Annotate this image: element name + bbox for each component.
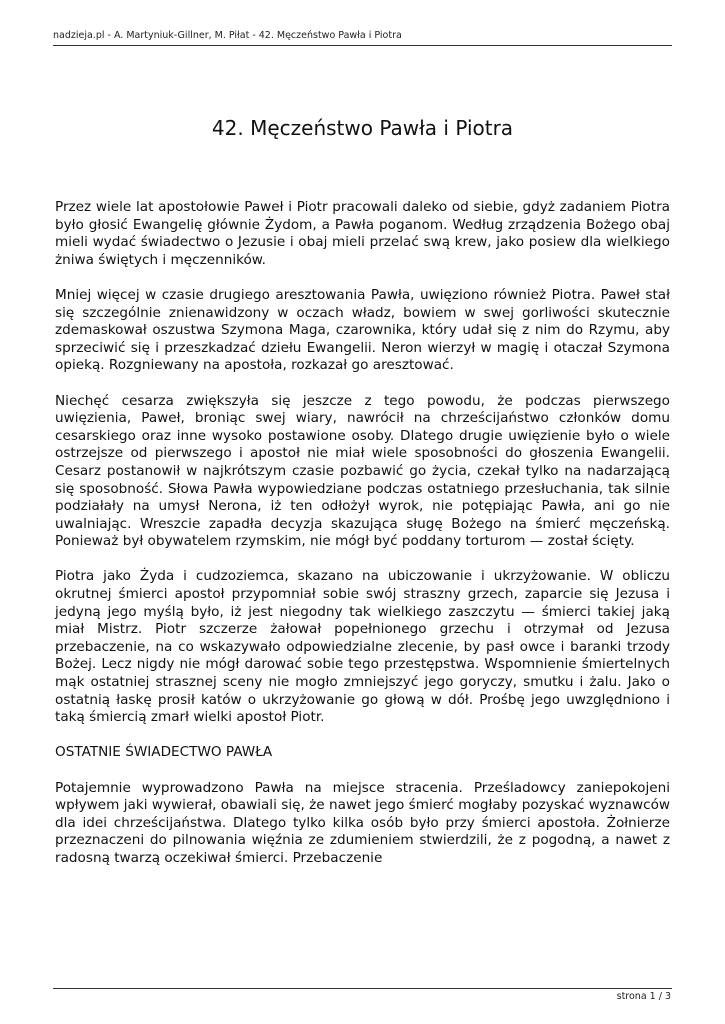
paragraph-1: Przez wiele lat apostołowie Paweł i Piotr pracowali daleko od siebie, gdyż zadaniem Piotra było głosić Ewangelię głównie Żydom, a Pawła poganom. Według zrządzenia Bożego obaj mieli wydać świadectwo o Jezusie i obaj mieli przelać swą krew, jako posiew dla wielkiego żniwa świętych i męczenników.	[55, 199, 670, 268]
section-heading: OSTATNIE ŚWIADECTWO PAWŁA	[55, 744, 273, 761]
document-content	[55, 199, 670, 885]
paragraph-2: Mniej więcej w czasie drugiego aresztowania Pawła, uwięziono również Piotra. Paweł stał się szczególnie znienawidzony w oczach władz, bowiem w swej gorliwości skutecznie zdemaskował oszustwa Szymona Maga, czarownika, który udał się z nim do Rzymu, aby sprzeciwić się i przeszkadzać dziełu Ewangelii. Neron wierzył w magię i otaczał Szymona opieką. Rozgniewany na apostoła, rozkazał go aresztować.	[55, 286, 670, 374]
paragraph-4: Piotra jako Żyda i cudzoziemca, skazano na ubiczowanie i ukrzyżowanie. W obliczu okrutnej śmierci apostoł przypomniał sobie swój straszny grzech, zaparcie się Jezusa i jedyną jego myślą było, iż jest niegodny tak wielkiego zaszczytu — śmierci takiej jaką miał Mistrz. Piotr szczerze żałował popełnionego grzechu i otrzymał od Jezusa przebaczenie, na co wskazywało odpowiedzialne zlecenie, by pasł owce i baranki trzody Bożej. Lecz nigdy nie mógł darować sobie tego przestępstwa. Wspomnienie śmiertelnych mąk ostatniej strasznej sceny nie mogło zmniejszyć jego goryczy, smutku i żalu. Jako o ostatnią łaskę prosił katów o ukrzyżowanie go głową w dół. Prośbę jego uwzględniono i taką śmiercią zmarł wielki apostoł Piotr.	[55, 568, 670, 726]
document-title: 42. Męczeństwo Pawła i Piotra	[211, 116, 514, 140]
page-number: strona 1 / 3	[616, 991, 671, 1002]
paragraph-5: Potajemnie wyprowadzono Pawła na miejsce stracenia. Prześladowcy zaniepokojeni wpływem jaki wywierał, obawiali się, że nawet jego śmierć mogłaby pozyskać wyznawców dla idei chrześcijaństwa. Dlatego tylko kilka osób było przy śmierci apostoła. Żołnierze przeznaczeni do pilnowania więźnia ze zdumieniem stwierdzili, że z pogodną, a nawet z radosną twarzą oczekiwał śmierci. Przebaczenie	[55, 779, 670, 866]
footer-divider	[53, 988, 672, 989]
paragraph-3: Niechęć cesarza zwiększyła się jeszcze z tego powodu, że podczas pierwszego uwięzienia, Paweł, broniąc swej wiary, nawrócił na chrześcijaństwo członków domu cesarskiego oraz inne wysoko postawione osoby. Dlatego drugie uwięzienie było o wiele ostrzejsze od pierwszego i apostoł nie miał wiele sposobności do głoszenia Ewangelii. Cesarz postanowił w najkrótszym czasie pozbawić go życia, czekał tylko na nadarzającą się sposobność. Słowa Pawła wypowiedziane podczas ostatniego przesłuchania, tak silnie podziałały na umysł Nerona, iż ten odłożył wyrok, nie potępiając Pawła, ani go nie uwalniając. Wreszcie zapadła decyzja skazująca sługę Bożego na śmierć męczeńską. Ponieważ był obywatelem rzymskim, nie mógł być poddany torturom — został ścięty.	[55, 392, 670, 550]
page-header: nadzieja.pl - A. Martyniuk-Gillner, M. Piłat - 42. Męczeństwo Pawła i Piotra	[53, 30, 402, 41]
